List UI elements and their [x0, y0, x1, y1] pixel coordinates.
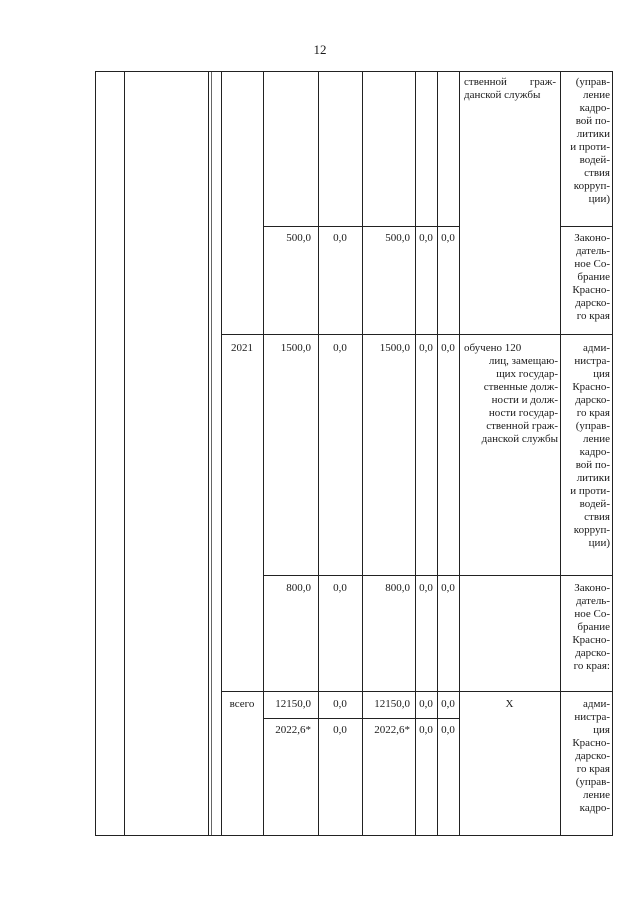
value-cell: 0,0 — [419, 724, 433, 736]
executor-line: Красно- — [572, 737, 610, 749]
value-cell: 0,0 — [419, 698, 433, 710]
executor-cell — [562, 76, 610, 206]
value-cell: 0,0 — [333, 724, 347, 736]
column-divider — [437, 71, 438, 836]
column-divider — [318, 71, 319, 836]
value-cell: 0,0 — [333, 232, 347, 244]
result-line: обучено 120 — [464, 342, 522, 354]
executor-line: вой по- — [575, 459, 610, 471]
column-divider — [263, 71, 264, 836]
value-cell: 0,0 — [419, 342, 433, 354]
executor-line: дарско- — [575, 297, 610, 309]
executor-line: адми- — [583, 698, 610, 710]
value-cell: 1500,0 — [379, 342, 410, 354]
executor-line: водей- — [579, 498, 610, 510]
year-cell: 2021 — [231, 342, 253, 354]
executor-cell — [562, 698, 610, 815]
executor-line: адми- — [583, 342, 610, 354]
executor-line: датель- — [575, 595, 610, 607]
result-cell — [464, 76, 556, 89]
value-cell: 0,0 — [419, 232, 433, 244]
executor-line: литики — [576, 472, 610, 484]
value-cell: 12150,0 — [374, 698, 410, 710]
value-cell: 800,0 — [385, 582, 410, 594]
column-divider — [560, 71, 561, 836]
executor-line: Законо- — [574, 582, 610, 594]
value-cell: 0,0 — [441, 232, 455, 244]
executor-line: ное Со- — [574, 258, 610, 270]
executor-line: кадро- — [579, 802, 610, 814]
executor-line: го края — [576, 763, 610, 775]
executor-line: брание — [577, 271, 610, 283]
result-line: ственной граж- — [486, 420, 558, 432]
value-cell: 0,0 — [333, 582, 347, 594]
executor-line: ции) — [588, 537, 610, 549]
executor-line: водей- — [579, 154, 610, 166]
executor-line: го края — [576, 310, 610, 322]
result-line: ности и долж- — [491, 394, 558, 406]
executor-line: (управ- — [575, 420, 610, 432]
page-number: 12 — [313, 42, 327, 57]
result-line: Х — [505, 698, 514, 710]
value-cell: 0,0 — [441, 724, 455, 736]
result-cell — [464, 342, 558, 446]
executor-cell — [562, 232, 610, 323]
executor-line: ция — [593, 724, 610, 736]
executor-line: корруп- — [573, 524, 610, 536]
executor-line: Законо- — [574, 232, 610, 244]
executor-line: и проти- — [570, 141, 610, 153]
row-divider — [263, 718, 460, 719]
executor-line: ление — [582, 789, 610, 801]
table-border-left — [95, 71, 96, 836]
result-line: лиц, замещаю- — [488, 355, 558, 367]
executor-line: и проти- — [570, 485, 610, 497]
row-divider — [221, 334, 613, 335]
executor-line: ление — [582, 433, 610, 445]
executor-line: Красно- — [572, 634, 610, 646]
result-line: ственные долж- — [483, 381, 558, 393]
executor-line: нистра- — [574, 711, 610, 723]
column-divider — [459, 71, 460, 836]
column-divider — [221, 71, 222, 836]
value-cell: 500,0 — [385, 232, 410, 244]
executor-cell — [562, 342, 610, 550]
result-line: данской службы — [464, 89, 541, 101]
executor-line: ное Со- — [574, 608, 610, 620]
row-divider — [221, 691, 613, 692]
value-cell: 0,0 — [441, 342, 455, 354]
executor-line: ции) — [588, 193, 610, 205]
value-cell: 2022,6* — [374, 724, 410, 736]
total-cell: 800,0 — [286, 582, 311, 594]
row-divider — [560, 226, 613, 227]
value-cell: 0,0 — [441, 582, 455, 594]
value-cell: 0,0 — [419, 582, 433, 594]
executor-line: дарско- — [575, 750, 610, 762]
executor-line: литики — [576, 128, 610, 140]
executor-line: нистра- — [574, 355, 610, 367]
total-cell: 500,0 — [286, 232, 311, 244]
total-cell: 2022,6* — [275, 724, 311, 736]
result-line: ственной граж- — [464, 76, 556, 88]
table-border-top — [95, 71, 613, 72]
result-line: щих государ- — [496, 368, 558, 380]
executor-line: (управ- — [575, 776, 610, 788]
executor-line: кадро- — [579, 446, 610, 458]
value-cell: 0,0 — [333, 698, 347, 710]
executor-line: Красно- — [572, 381, 610, 393]
executor-line: ление — [582, 89, 610, 101]
table-border-right — [612, 71, 613, 836]
executor-line: ствия — [584, 511, 610, 523]
total-cell: 1500,0 — [280, 342, 311, 354]
executor-line: брание — [577, 621, 610, 633]
executor-line: ствия — [584, 167, 610, 179]
executor-line: Красно- — [572, 284, 610, 296]
executor-line: дарско- — [575, 394, 610, 406]
executor-line: го края: — [573, 660, 610, 672]
executor-line: (управ- — [575, 76, 610, 88]
result-cell — [464, 89, 556, 102]
result-line: ности государ- — [488, 407, 558, 419]
executor-line: датель- — [575, 245, 610, 257]
row-divider — [263, 226, 460, 227]
value-cell: 0,0 — [441, 698, 455, 710]
table-border-bottom — [95, 835, 613, 836]
executor-line: дарско- — [575, 647, 610, 659]
executor-line: вой по- — [575, 115, 610, 127]
row-divider — [263, 575, 613, 576]
value-cell: 0,0 — [333, 342, 347, 354]
column-divider — [211, 71, 212, 836]
column-divider — [208, 71, 209, 836]
column-divider — [124, 71, 125, 836]
result-line: данской службы — [481, 433, 558, 445]
executor-line: го края — [576, 407, 610, 419]
column-divider — [362, 71, 363, 836]
executor-line: кадро- — [579, 102, 610, 114]
total-cell: 12150,0 — [275, 698, 311, 710]
column-divider — [415, 71, 416, 836]
executor-line: корруп- — [573, 180, 610, 192]
result-cell — [459, 698, 560, 711]
executor-cell — [562, 582, 610, 673]
executor-line: ция — [593, 368, 610, 380]
year-cell: всего — [229, 698, 255, 710]
